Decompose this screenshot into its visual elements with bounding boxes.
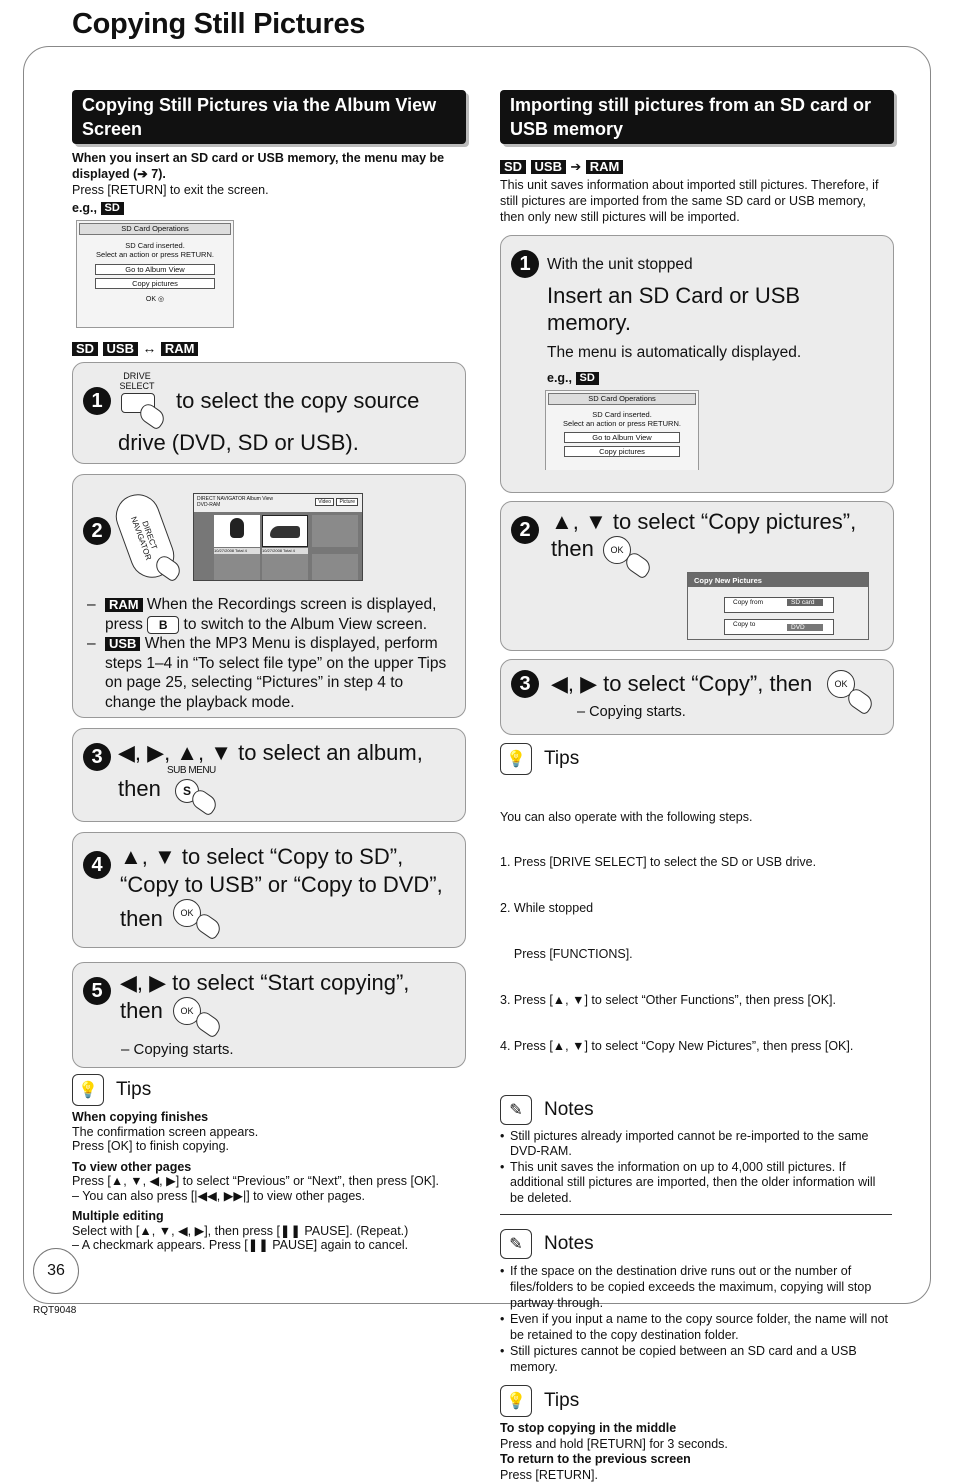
notepad-icon: ✎ [500, 1229, 532, 1259]
tip-line: Select with [▲, ▼, ◀, ▶], then press [❚❚ PAUSE]. (Repeat.) [72, 1223, 409, 1238]
ram-note-text2: to switch to the Album View screen. [183, 615, 428, 633]
sd-card-operations-screen [545, 390, 699, 470]
tip-head: To stop copying in the middle [500, 1421, 677, 1436]
left-intro-bold: When you insert an SD card or USB memory, the menu may be displayed (➔ 7). [72, 151, 445, 181]
picture-tab: Picture [336, 498, 358, 506]
mini-screen-ok-hint: OK ◎ [145, 296, 165, 303]
right-tips-2 [500, 1385, 896, 1483]
album-view-screen [193, 493, 363, 581]
tip-head: To return to the previous screen [500, 1452, 691, 1467]
right-notes-1 [500, 1095, 896, 1207]
tip-line: Press [OK] to finish copying. [72, 1139, 230, 1153]
ok-label: OK [180, 908, 194, 918]
usb-note: – USB When the MP3 Menu is displayed, perform steps 1–4 in “To select file type” on the upper Tips on page 25, selecting “Pictures” in step 4 to change the playback mode. [87, 635, 447, 711]
tips-title: Tips [544, 1390, 580, 1412]
drive-select-button-label: DRIVE SELECT [119, 371, 155, 391]
usb-badge: USB [105, 637, 140, 651]
notepad-icon: ✎ [500, 1095, 532, 1125]
page-number: 36 [33, 1248, 79, 1294]
mini-screen-title: SD Card Operations [79, 223, 231, 235]
b-key-label: B [158, 617, 168, 632]
right-intro: This unit saves information about imported still pictures. Therefore, if still pictures are imported from the same SD card or USB memory, then only new still pictures will be imported. [500, 178, 879, 224]
step-5-sub: – Copying starts. [121, 1041, 234, 1058]
mini-screen-line1: SD Card inserted. [592, 410, 652, 419]
mini-screen-line2: Select an action or press RETURN. [563, 419, 681, 428]
tip-line: 1. Press [DRIVE SELECT] to select the SD or USB drive. [500, 855, 817, 870]
step-number: 3 [83, 743, 111, 771]
sd-card-operations-screen [76, 220, 234, 328]
copy-from-row [724, 597, 834, 613]
step-1-main: Insert an SD Card or USB memory. [547, 283, 801, 335]
step-number: 2 [511, 516, 539, 544]
eg-line [547, 370, 599, 386]
step-3-sub: – Copying starts. [577, 704, 686, 720]
step-2-then: then [551, 536, 594, 561]
copy-pictures-option: Copy pictures [95, 278, 215, 289]
tip-line: Press [FUNCTIONS]. [500, 947, 633, 962]
tip-line: You can also operate with the following steps. [500, 809, 753, 824]
tip-line: – You can also press [|◀◀, ▶▶|] to view other pages. [72, 1188, 366, 1203]
tips-title: Tips [116, 1079, 152, 1100]
left-step-2 [72, 474, 466, 718]
tip-line: The confirmation screen appears. [72, 1124, 259, 1139]
left-intro [72, 150, 468, 216]
step-4-then: then [120, 906, 163, 931]
step-1-text-line1: to select the copy source [176, 388, 420, 413]
step-3-text: ◀, ▶ to select “Copy”, then [551, 671, 813, 696]
step-number: 5 [83, 977, 111, 1005]
album-view-header [194, 494, 362, 512]
mini-screen-line1: SD Card inserted. [125, 241, 185, 250]
step-1-text-line2: drive (DVD, SD or USB). [118, 430, 359, 455]
copy-pictures-option: Copy pictures [564, 446, 680, 457]
document-code: RQT9048 [33, 1305, 77, 1316]
section-divider [500, 1214, 892, 1215]
step-2-text: ▲, ▼ to select “Copy pictures”, [551, 509, 857, 534]
left-media-badges [72, 340, 468, 358]
go-to-album-view-option: Go to Album View [564, 432, 680, 443]
step-number: 4 [83, 851, 111, 879]
sd-badge: SD [101, 202, 124, 215]
tip-line: Press [RETURN]. [500, 1467, 598, 1482]
step-3-then: then [118, 776, 161, 801]
step-5-then: then [120, 998, 163, 1023]
b-key-icon [147, 616, 179, 634]
notes-heading [500, 1229, 896, 1259]
left-intro-text: Press [RETURN] to exit the screen. [72, 183, 269, 197]
sd-badge: SD [576, 372, 599, 385]
direct-navigator-label: DIRECT NAVIGATOR [129, 515, 159, 562]
right-step-1 [500, 235, 894, 493]
tips-title: Tips [544, 748, 580, 769]
notes-heading [500, 1095, 896, 1125]
usb-badge: USB [531, 160, 566, 174]
note-item: • Even if you input a name to the copy source folder, the name will not be retained to the copy destination folder. [500, 1311, 890, 1343]
tip-line: 4. Press [▲, ▼] to select “Copy New Pictures”, then press [OK]. [500, 1039, 854, 1054]
video-tab: Video [315, 498, 334, 506]
left-step-5 [72, 962, 466, 1068]
tip-line: – A checkmark appears. Press [❚❚ PAUSE] again to cancel. [72, 1238, 409, 1252]
penguin-image [230, 518, 244, 538]
right-step-2 [500, 501, 894, 651]
album-view-drive: DVD-RAM [197, 502, 221, 508]
step-number: 2 [83, 517, 111, 545]
note-item: • Still pictures already imported cannot be re-imported to the same DVD-RAM. [500, 1129, 890, 1160]
album-thumb-2 [262, 515, 308, 547]
right-step-3 [500, 659, 894, 735]
left-tips [72, 1074, 468, 1253]
step-1-sub: The menu is automatically displayed. [547, 344, 802, 361]
mini-screen-title: SD Card Operations [548, 393, 696, 405]
mini-screen-line2: Select an action or press RETURN. [96, 250, 214, 259]
ram-note: – RAM When the Recordings screen is displayed, press B to switch to the Album View screen. [87, 596, 437, 633]
tip-head: Multiple editing [72, 1209, 164, 1223]
copy-to-row [724, 619, 834, 635]
step-2-notes [87, 595, 453, 712]
shoe-image [270, 526, 300, 538]
notes-title: Notes [544, 1233, 594, 1255]
left-step-1 [72, 362, 466, 464]
left-step-4 [72, 832, 466, 948]
copy-to-value: DVD [787, 624, 823, 631]
album-thumb-2-caption: 10/27/2008 Total 4 [262, 548, 308, 558]
right-column [500, 90, 896, 1483]
eg-label: e.g., [547, 371, 573, 385]
tip-line: 2. While stopped [500, 901, 594, 916]
step-5-text: ◀, ▶ to select “Start copying”, [120, 970, 410, 995]
copy-to-label: Copy to [733, 621, 756, 628]
notes-title: Notes [544, 1098, 594, 1120]
s-key-label: S [182, 784, 191, 798]
step-4-text: ▲, ▼ to select “Copy to SD”, “Copy to USB” or “Copy to DVD”, [120, 844, 443, 897]
copy-from-value: SD card [787, 599, 823, 606]
step-number: 1 [511, 250, 539, 278]
tip-line: 3. Press [▲, ▼] to select “Other Functions”, then press [OK]. [500, 993, 836, 1008]
copy-new-pictures-screen [687, 572, 869, 640]
step-1-pre: With the unit stopped [547, 256, 693, 273]
ok-hint-label: OK [145, 296, 157, 303]
album-thumb-empty [312, 554, 358, 580]
note-item: • Still pictures cannot be copied between an SD card and a USB memory. [500, 1343, 890, 1375]
right-tips-1 [500, 743, 896, 1085]
tip-line: Press and hold [RETURN] for 3 seconds. [500, 1436, 728, 1451]
ok-label: OK [180, 1006, 194, 1016]
tip-head: To view other pages [72, 1159, 192, 1174]
right-media-badges [500, 158, 896, 176]
copy-new-pictures-title: Copy New Pictures [688, 573, 868, 587]
media-arrow: ↔ [142, 340, 157, 356]
usb-badge: USB [103, 342, 138, 356]
tips-heading [500, 743, 896, 775]
step-number: 1 [83, 387, 111, 415]
copy-from-label: Copy from [733, 599, 763, 606]
page-title: Copying Still Pictures [72, 8, 366, 40]
album-thumb-1 [214, 515, 260, 547]
ram-badge: RAM [586, 160, 624, 174]
sub-menu-label: SUB MENU [167, 765, 216, 776]
album-thumb-1-caption: 10/27/2008 Total 4 [214, 548, 260, 558]
lightbulb-icon: 💡 [72, 1074, 104, 1106]
ok-label: OK [610, 545, 624, 555]
ram-badge: RAM [105, 598, 143, 612]
go-to-album-view-option: Go to Album View [95, 264, 215, 275]
lightbulb-icon: 💡 [500, 743, 532, 775]
note-item: • This unit saves the information on up to 4,000 still pictures. If additional still pictures are imported, then the older information will be deleted. [500, 1160, 890, 1207]
left-section-header: Copying Still Pictures via the Album View Screen [72, 90, 466, 144]
note-item: • If the space on the destination drive runs out or the number of files/folders to be copied exceeds the maximum, copying will stop partway through. [500, 1263, 890, 1311]
left-step-3 [72, 728, 466, 822]
ram-note-text: When the Recordings screen is displayed, press [105, 596, 437, 633]
tip-line: Press [▲, ▼, ◀, ▶] to select “Previous” or “Next”, then press [OK]. [72, 1174, 439, 1188]
ok-label: OK [834, 679, 848, 689]
media-arrow: ➔ [570, 159, 582, 174]
album-thumb-empty [312, 515, 358, 547]
tip-head: When copying finishes [72, 1110, 209, 1124]
album-thumb-empty [262, 554, 308, 580]
tips-heading [500, 1385, 896, 1417]
sd-badge: SD [500, 160, 526, 174]
eg-label: e.g., [72, 201, 98, 215]
right-section-header: Importing still pictures from an SD card or USB memory [500, 90, 894, 144]
ram-badge: RAM [161, 342, 199, 356]
usb-note-text: When the MP3 Menu is displayed, perform steps 1–4 in “To select file type” on the upper Tips on page 25, selecting “Pictures” in step 4 to change the playback mode. [105, 635, 447, 711]
tips-heading [72, 1074, 468, 1106]
step-number: 3 [511, 670, 539, 698]
left-column [72, 90, 468, 1253]
sd-badge: SD [72, 342, 98, 356]
step-3-text: ◀, ▶, ▲, ▼ to select an album, [118, 740, 423, 765]
right-notes-2 [500, 1229, 896, 1375]
lightbulb-icon: 💡 [500, 1385, 532, 1417]
album-view-title: DIRECT NAVIGATOR Album View [197, 496, 273, 502]
album-thumb-empty [214, 554, 260, 580]
